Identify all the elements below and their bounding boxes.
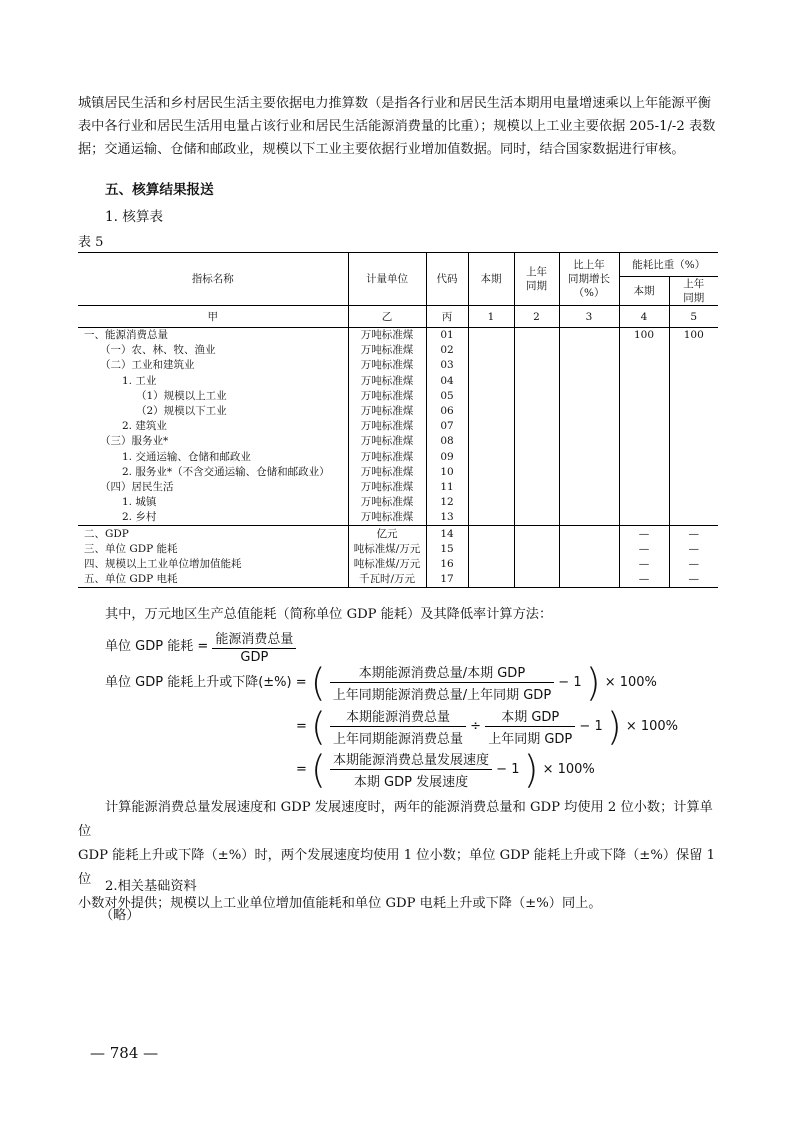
- header-unit: 计量单位: [348, 253, 426, 306]
- row-name-cell: 四、规模以上工业单位增加值能耗: [84, 557, 242, 570]
- note-line-2: GDP 能耗上升或下降（±%）时，两个发展速度均使用 1 位小数；单位 GDP 能耗上升或下降（±%）保留 1 位: [78, 848, 715, 887]
- row-name-cell: 2. 建筑业: [122, 420, 167, 433]
- table-row: [78, 510, 718, 526]
- code-cell: 4: [619, 306, 669, 328]
- header-code: 代码: [426, 253, 468, 306]
- row-current-cell: [468, 542, 514, 557]
- row-last-year-cell: [514, 419, 559, 434]
- row-growth-cell: [559, 526, 619, 542]
- row-code-cell: 07: [426, 419, 468, 434]
- row-ratio-current-cell: [619, 480, 669, 495]
- row-growth-cell: [559, 465, 619, 480]
- formula2-numerator: 本期能源消费总量/本期 GDP: [330, 662, 554, 683]
- row-growth-cell: [559, 419, 619, 434]
- header-current: 本期: [468, 253, 514, 306]
- row-ratio-last-cell: [669, 343, 718, 358]
- formula3-denominator-2: 上年同期 GDP: [488, 732, 573, 747]
- formula1-numerator: 能源消费总量: [212, 628, 296, 649]
- row-code-cell: 04: [426, 374, 468, 389]
- code-cell: 甲: [78, 306, 348, 328]
- row-ratio-current-cell: [619, 465, 669, 480]
- table-row: [78, 526, 718, 542]
- row-code-cell: 01: [426, 328, 468, 344]
- row-ratio-last-cell: 100: [669, 328, 718, 344]
- formula1-lhs: 单位 GDP 能耗 =: [105, 639, 209, 654]
- formula2-percent: × 100%: [604, 675, 657, 690]
- table-row: [78, 572, 718, 588]
- row-unit-cell: 万吨标准煤: [348, 419, 426, 434]
- row-growth-cell: [559, 328, 619, 344]
- formula3-numerator-2: 本期 GDP: [485, 706, 575, 727]
- header-ratio-last: [669, 277, 718, 306]
- row-growth-cell: [559, 450, 619, 465]
- table-row: [78, 557, 718, 572]
- table-row: [78, 374, 718, 389]
- row-ratio-last-cell: [669, 480, 718, 495]
- row-unit-cell: 万吨标准煤: [348, 510, 426, 526]
- row-name-cell: 1. 城镇: [122, 496, 157, 509]
- formula-change-rate-step2: [296, 706, 678, 747]
- header-growth-line2: 同期增长: [568, 273, 610, 285]
- header-last-year-line1: 上年: [526, 266, 547, 278]
- formula3-numerator-1: 本期能源消费总量: [330, 706, 466, 727]
- header-ratio-last-line1: 上年: [683, 278, 705, 290]
- row-ratio-current-cell: —: [619, 557, 669, 572]
- row-unit-cell: 万吨标准煤: [348, 450, 426, 465]
- row-ratio-current-cell: [619, 404, 669, 419]
- table-row: [78, 404, 718, 419]
- row-current-cell: [468, 480, 514, 495]
- row-current-cell: [468, 557, 514, 572]
- row-code-cell: 09: [426, 450, 468, 465]
- table-row: [78, 450, 718, 465]
- formula3-minus-one: − 1: [579, 719, 603, 734]
- row-name-cell: （三）服务业*: [100, 435, 169, 448]
- row-current-cell: [468, 374, 514, 389]
- subheading-basic-data: 2.相关基础资料: [105, 879, 197, 894]
- page-number: — 784 —: [90, 1044, 159, 1062]
- row-name-cell: 1. 工业: [122, 374, 157, 387]
- row-unit-cell: 万吨标准煤: [348, 404, 426, 419]
- left-paren-icon: (: [310, 660, 326, 705]
- row-growth-cell: [559, 542, 619, 557]
- left-paren-icon: (: [311, 704, 326, 749]
- row-current-cell: [468, 434, 514, 449]
- row-ratio-last-cell: [669, 510, 718, 526]
- table-row: [78, 389, 718, 404]
- row-unit-cell: 万吨标准煤: [348, 434, 426, 449]
- row-code-cell: 12: [426, 495, 468, 510]
- row-current-cell: [468, 328, 514, 344]
- formula-intro: 其中，万元地区生产总值能耗（简称单位 GDP 能耗）及其降低率计算方法：: [105, 607, 553, 622]
- row-ratio-last-cell: [669, 358, 718, 373]
- left-paren-icon: (: [311, 747, 326, 792]
- row-current-cell: [468, 389, 514, 404]
- formula-unit-gdp-energy: [105, 628, 296, 665]
- header-last-year-line2: 同期: [526, 280, 547, 292]
- row-last-year-cell: [514, 450, 559, 465]
- header-growth-line3: （%）: [573, 287, 605, 299]
- right-paren-icon: ): [585, 660, 601, 705]
- row-unit-cell: 万吨标准煤: [348, 389, 426, 404]
- header-growth-line1: 比上年: [573, 259, 605, 271]
- row-growth-cell: [559, 343, 619, 358]
- row-unit-cell: 万吨标准煤: [348, 495, 426, 510]
- row-ratio-current-cell: [619, 374, 669, 389]
- formula4-numerator: 本期能源消费总量发展速度: [330, 749, 492, 770]
- row-code-cell: 15: [426, 542, 468, 557]
- formula4-equals: =: [296, 762, 307, 777]
- row-ratio-last-cell: [669, 389, 718, 404]
- row-last-year-cell: [514, 526, 559, 542]
- row-name-cell: （1）规模以上工业: [136, 389, 227, 402]
- intro-paragraph: [78, 92, 718, 161]
- row-last-year-cell: [514, 389, 559, 404]
- row-ratio-current-cell: [619, 434, 669, 449]
- row-current-cell: [468, 358, 514, 373]
- formula4-minus-one: − 1: [496, 762, 520, 777]
- row-ratio-last-cell: [669, 404, 718, 419]
- row-growth-cell: [559, 495, 619, 510]
- subheading-accounting-table: 1. 核算表: [105, 209, 164, 225]
- row-name-cell: 一、能源消费总量: [84, 329, 168, 342]
- right-paren-icon: ): [606, 704, 622, 749]
- row-code-cell: 06: [426, 404, 468, 419]
- table-label: 表 5: [78, 235, 104, 250]
- right-paren-icon: ): [523, 747, 539, 792]
- row-ratio-current-cell: —: [619, 572, 669, 588]
- table-row: [78, 434, 718, 449]
- table-row: [78, 343, 718, 358]
- row-code-cell: 02: [426, 343, 468, 358]
- row-current-cell: [468, 465, 514, 480]
- table-row: [78, 495, 718, 510]
- row-growth-cell: [559, 510, 619, 526]
- row-last-year-cell: [514, 510, 559, 526]
- row-ratio-current-cell: —: [619, 526, 669, 542]
- row-name-cell: （一）农、林、牧、渔业: [100, 344, 216, 357]
- row-ratio-current-cell: [619, 343, 669, 358]
- row-ratio-current-cell: [619, 358, 669, 373]
- formula4-denominator: 本期 GDP 发展速度: [353, 775, 469, 790]
- row-name-cell: 三、单位 GDP 能耗: [84, 542, 178, 555]
- row-current-cell: [468, 343, 514, 358]
- formula1-denominator: GDP: [240, 650, 269, 665]
- row-growth-cell: [559, 480, 619, 495]
- formula-change-rate: [105, 662, 657, 703]
- row-growth-cell: [559, 358, 619, 373]
- formula4-fraction: [330, 749, 492, 790]
- row-ratio-last-cell: —: [669, 557, 718, 572]
- row-current-cell: [468, 419, 514, 434]
- code-cell: 丙: [426, 306, 468, 328]
- row-current-cell: [468, 572, 514, 588]
- code-cell: 5: [669, 306, 718, 328]
- row-code-cell: 17: [426, 572, 468, 588]
- row-growth-cell: [559, 557, 619, 572]
- table-row: [78, 465, 718, 480]
- row-ratio-current-cell: —: [619, 542, 669, 557]
- row-growth-cell: [559, 434, 619, 449]
- intro-line-3: 据；交通运输、仓储和邮政业，规模以下工业主要依据行业增加值数据。同时，结合国家数据进行审核。: [78, 142, 685, 157]
- row-last-year-cell: [514, 542, 559, 557]
- row-ratio-current-cell: [619, 389, 669, 404]
- row-last-year-cell: [514, 465, 559, 480]
- row-ratio-last-cell: [669, 434, 718, 449]
- row-last-year-cell: [514, 358, 559, 373]
- omitted-note: （略）: [100, 908, 140, 923]
- header-growth: [559, 253, 619, 306]
- row-current-cell: [468, 510, 514, 526]
- row-name-cell: （2）规模以下工业: [136, 405, 227, 418]
- row-growth-cell: [559, 389, 619, 404]
- row-unit-cell: 万吨标准煤: [348, 374, 426, 389]
- formula3-percent: × 100%: [625, 719, 679, 734]
- row-unit-cell: 万吨标准煤: [348, 343, 426, 358]
- header-ratio-last-line2: 同期: [683, 292, 705, 304]
- formula2-fraction: [330, 662, 554, 703]
- row-last-year-cell: [514, 572, 559, 588]
- code-cell: 乙: [348, 306, 426, 328]
- header-ratio-current: 本期: [619, 277, 669, 306]
- row-ratio-last-cell: [669, 419, 718, 434]
- formula1-fraction: [212, 628, 296, 665]
- row-code-cell: 14: [426, 526, 468, 542]
- intro-line-1: 城镇居民生活和乡村居民生活主要依据电力推算数（是指各行业和居民生活本期用电量增速乘以上年能源平衡: [78, 96, 711, 111]
- row-ratio-last-cell: —: [669, 572, 718, 588]
- formula3-equals: =: [296, 719, 307, 734]
- row-unit-cell: 吨标准煤/万元: [348, 557, 426, 572]
- formula3-fraction-2: [485, 706, 575, 747]
- table-row: [78, 358, 718, 373]
- row-name-cell: （二）工业和建筑业: [100, 359, 195, 372]
- formula2-denominator: 上年同期能源消费总量/上年同期 GDP: [332, 688, 552, 703]
- row-last-year-cell: [514, 343, 559, 358]
- row-last-year-cell: [514, 404, 559, 419]
- row-ratio-last-cell: —: [669, 542, 718, 557]
- row-ratio-current-cell: [619, 510, 669, 526]
- formula-change-rate-step3: [296, 749, 595, 790]
- formula3-denominator-1: 上年同期能源消费总量: [333, 732, 464, 747]
- row-name-cell: 1. 交通运输、仓储和邮政业: [122, 450, 251, 463]
- row-ratio-last-cell: [669, 465, 718, 480]
- formula2-minus-one: − 1: [558, 675, 582, 690]
- code-cell: 1: [468, 306, 514, 328]
- row-ratio-last-cell: [669, 374, 718, 389]
- row-last-year-cell: [514, 434, 559, 449]
- note-line-1: 计算能源消费总量发展速度和 GDP 发展速度时，两年的能源消费总量和 GDP 均使用 2 位小数；计算单位: [78, 800, 713, 839]
- formula3-fraction-1: [330, 706, 466, 747]
- row-ratio-last-cell: —: [669, 526, 718, 542]
- row-ratio-last-cell: [669, 450, 718, 465]
- row-unit-cell: 吨标准煤/万元: [348, 542, 426, 557]
- row-code-cell: 16: [426, 557, 468, 572]
- formula4-percent: × 100%: [542, 762, 595, 777]
- divide-icon: ÷: [470, 719, 482, 734]
- table-row: [78, 419, 718, 434]
- header-last-year: [514, 253, 559, 306]
- row-name-cell: 2. 乡村: [122, 511, 157, 524]
- accounting-table: [78, 252, 718, 588]
- note-line-3: 小数对外提供；规模以上工业单位增加值能耗和单位 GDP 电耗上升或下降（±%）同上。: [78, 896, 602, 911]
- row-name-cell: 2. 服务业*（不含交通运输、仓储和邮政业）: [122, 465, 330, 478]
- column-code-row: [78, 306, 718, 328]
- row-last-year-cell: [514, 374, 559, 389]
- row-code-cell: 05: [426, 389, 468, 404]
- row-code-cell: 10: [426, 465, 468, 480]
- row-growth-cell: [559, 572, 619, 588]
- row-unit-cell: 万吨标准煤: [348, 358, 426, 373]
- row-unit-cell: 亿元: [348, 526, 426, 542]
- row-code-cell: 03: [426, 358, 468, 373]
- row-last-year-cell: [514, 495, 559, 510]
- row-ratio-current-cell: [619, 419, 669, 434]
- row-ratio-last-cell: [669, 495, 718, 510]
- row-unit-cell: 万吨标准煤: [348, 328, 426, 344]
- row-code-cell: 08: [426, 434, 468, 449]
- row-last-year-cell: [514, 328, 559, 344]
- row-growth-cell: [559, 374, 619, 389]
- code-cell: 3: [559, 306, 619, 328]
- row-current-cell: [468, 404, 514, 419]
- table-row: [78, 542, 718, 557]
- row-ratio-current-cell: [619, 450, 669, 465]
- row-current-cell: [468, 450, 514, 465]
- formula2-lhs: 单位 GDP 能耗上升或下降(±%) =: [105, 675, 307, 690]
- row-ratio-current-cell: 100: [619, 328, 669, 344]
- row-last-year-cell: [514, 557, 559, 572]
- row-current-cell: [468, 495, 514, 510]
- row-code-cell: 13: [426, 510, 468, 526]
- header-indicator-name: 指标名称: [78, 253, 348, 306]
- row-current-cell: [468, 526, 514, 542]
- header-ratio-group: 能耗比重（%）: [619, 253, 718, 277]
- row-unit-cell: 千瓦时/万元: [348, 572, 426, 588]
- row-unit-cell: 万吨标准煤: [348, 480, 426, 495]
- row-growth-cell: [559, 404, 619, 419]
- section-heading-5: 五、核算结果报送: [105, 182, 214, 198]
- row-unit-cell: 万吨标准煤: [348, 465, 426, 480]
- table-row: [78, 328, 718, 344]
- row-name-cell: （四）居民生活: [100, 480, 174, 493]
- code-cell: 2: [514, 306, 559, 328]
- row-code-cell: 11: [426, 480, 468, 495]
- intro-line-2: 表中各行业和居民生活用电量占该行业和居民生活能源消费量的比重）；规模以上工业主要依据 205-1/-2 表数: [78, 119, 716, 134]
- table-row: [78, 480, 718, 495]
- row-name-cell: 二、GDP: [78, 526, 348, 542]
- row-last-year-cell: [514, 480, 559, 495]
- row-name-cell: 五、单位 GDP 电耗: [78, 572, 348, 588]
- rounding-note: [78, 796, 718, 916]
- row-ratio-current-cell: [619, 495, 669, 510]
